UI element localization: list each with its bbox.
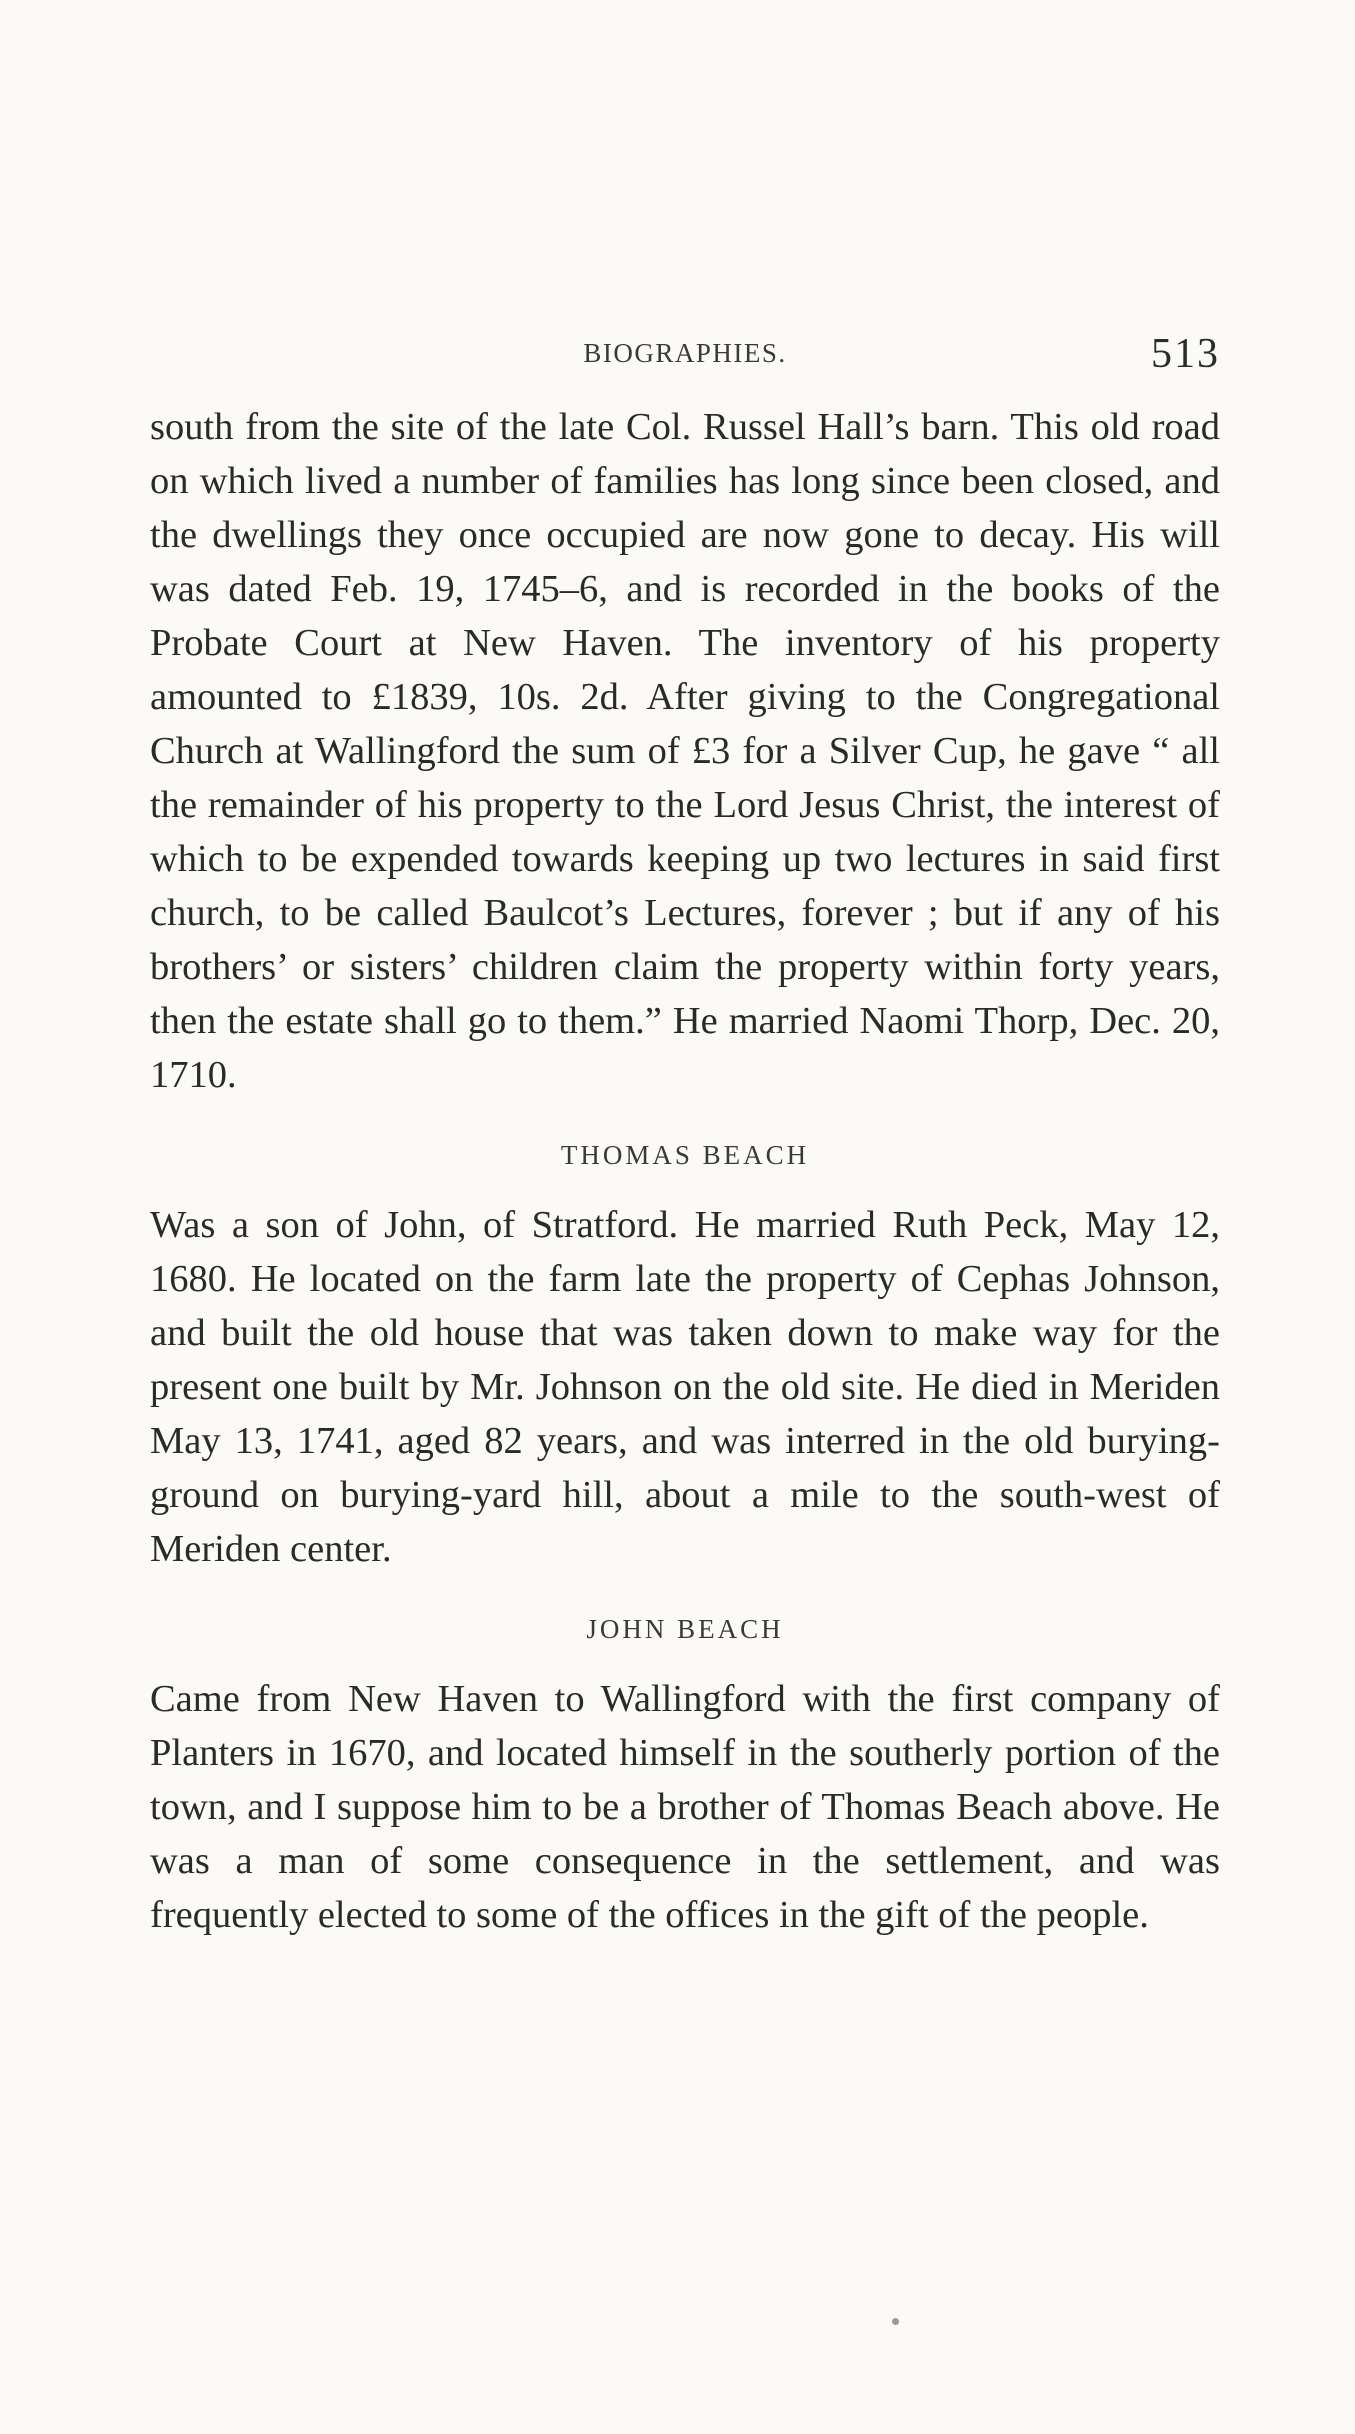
paragraph-john-beach: Came from New Haven to Wallingford with the first company of Planters in 1670, and located himself in the southerly portion of the town, and I suppose him to be a brother of Thomas Beach above. He was a man of some consequence in the settlement, and was frequently elected to some of the offices in the gift of the people. <box>150 1678 1220 1936</box>
page-number: 513 <box>1151 331 1220 377</box>
book-page <box>150 330 1220 1942</box>
section-heading-thomas-beach: THOMAS BEACH <box>560 1140 810 1170</box>
running-title: BIOGRAPHIES. <box>583 338 787 368</box>
paragraph-thomas-beach: Was a son of John, of Stratford. He married Ruth Peck, May 12, 1680. He located on the farm late the property of Cephas Johnson, and built the old house that was taken down to make way for the present one built by Mr. Johnson on the old site. He died in Meriden May 13, 1741, aged 82 years, and was interred in the old burying-ground on burying-yard hill, about a mile to the south-west of Meriden center. <box>150 1204 1220 1570</box>
ink-speck <box>892 2318 899 2325</box>
paragraph-continued: south from the site of the late Col. Russel Hall’s barn. This old road on which lived a number of families has long since been closed, and the dwellings they once occupied are now gone to decay. His will was dated Feb. 19, 1745–6, and is recorded in the books of the Probate Court at New Haven. The inventory of his property amounted to £1839, 10s. 2d. After giving to the Congregational Church at Wallingford the sum of £3 for a Silver Cup, he gave “ all the remainder of his property to the Lord Jesus Christ, the interest of which to be expended towards keeping up two lectures in said first church, to be called Baulcot’s Lectures, forever ; but if any of his brothers’ or sisters’ children claim the property within forty years, then the estate shall go to them.” He married Naomi Thorp, Dec. 20, 1710. <box>150 406 1220 1096</box>
section-heading-john-beach: JOHN BEACH <box>586 1614 784 1644</box>
running-head <box>150 330 1220 386</box>
